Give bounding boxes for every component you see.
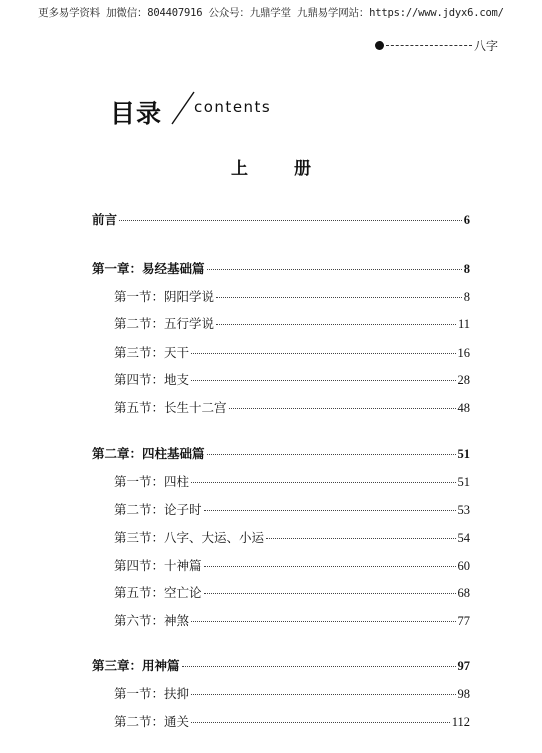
dot-leader — [191, 353, 455, 354]
dot-leader — [266, 538, 455, 539]
dot-leader — [191, 621, 455, 622]
toc-entry-title: 第四节：地支 — [114, 372, 190, 387]
toc-page-number: 77 — [457, 614, 470, 628]
toc-entry-title: 第二节：论子时 — [114, 502, 202, 517]
dot-leader — [191, 482, 455, 483]
dot-leader — [207, 454, 456, 455]
toc-page-number: 16 — [457, 346, 470, 360]
toc-page-number: 97 — [457, 659, 470, 673]
toc-page-number: 8 — [463, 290, 470, 304]
toc-entry-title: 第二章：四柱基础篇 — [92, 446, 205, 461]
toc-entry-title: 第六节：神煞 — [114, 613, 190, 628]
toc-entry-title: 第二节：通关 — [114, 714, 190, 729]
toc-page-number: 28 — [457, 373, 470, 387]
toc-section-row[interactable] — [114, 370, 470, 388]
toc-section-row[interactable] — [114, 556, 470, 574]
dot-leader — [204, 510, 456, 511]
toc-entry-title: 第五节：长生十二宫 — [114, 400, 227, 415]
toc-section-row[interactable] — [114, 343, 470, 361]
dot-leader — [204, 593, 456, 594]
toc-page-number: 8 — [463, 262, 470, 276]
toc-entry-title: 第五节：空亡论 — [114, 585, 202, 600]
running-head-rule — [386, 45, 472, 46]
toc-page-number: 54 — [457, 531, 470, 545]
header-banner: 更多易学资料 加微信：804407916 公众号：九鼎学堂 九鼎易学网站：https://www.jdyx6.com/ — [38, 7, 504, 19]
toc-section-row[interactable] — [114, 583, 470, 601]
toc-chapter-row[interactable] — [92, 210, 470, 228]
toc-page-number: 48 — [457, 401, 470, 415]
toc-entry-title: 第一节：扶抑 — [114, 686, 190, 701]
toc-section-row[interactable] — [114, 528, 470, 546]
logo-chinese-text: 目录 — [110, 99, 163, 128]
logo-english-text: contents — [194, 98, 272, 116]
toc-section-row[interactable] — [114, 398, 470, 416]
toc-section-row[interactable] — [114, 712, 470, 730]
toc-entry-title: 前言 — [92, 212, 118, 227]
toc-page-number: 68 — [457, 586, 470, 600]
toc-section-row[interactable] — [114, 314, 470, 332]
toc-page-number: 60 — [457, 559, 470, 573]
contents-logo — [108, 86, 298, 130]
dot-leader — [191, 722, 450, 723]
toc-section-row[interactable] — [114, 500, 470, 518]
toc-page-number: 53 — [457, 503, 470, 517]
toc-page-number: 112 — [451, 715, 470, 729]
toc-chapter-row[interactable] — [92, 444, 470, 462]
toc-entry-title: 第一节：四柱 — [114, 474, 190, 489]
dot-leader — [191, 694, 455, 695]
toc-entry-title: 第一节：阴阳学说 — [114, 289, 215, 304]
toc-section-row[interactable] — [114, 611, 470, 629]
toc-chapter-row[interactable] — [92, 656, 470, 674]
toc-page-number: 51 — [457, 475, 470, 489]
dot-leader — [204, 566, 456, 567]
toc-entry-title: 第三章：用神篇 — [92, 658, 180, 673]
volume-title: 上 册 — [231, 159, 331, 179]
toc-entry-title: 第二节：五行学说 — [114, 316, 215, 331]
toc-page-number: 11 — [457, 317, 470, 331]
dot-leader — [207, 269, 462, 270]
toc-section-row[interactable] — [114, 472, 470, 490]
toc-entry-title: 第一章：易经基础篇 — [92, 261, 205, 276]
dot-leader — [182, 666, 456, 667]
running-head-text: 八字 — [473, 39, 498, 53]
toc-chapter-row[interactable] — [92, 259, 470, 277]
toc-section-row[interactable] — [114, 684, 470, 702]
dot-leader — [119, 220, 462, 221]
bullet-dot-icon — [375, 41, 384, 50]
toc-page-number: 98 — [457, 687, 470, 701]
running-head — [375, 37, 498, 54]
toc-section-row[interactable] — [114, 287, 470, 305]
toc-page-number: 51 — [457, 447, 470, 461]
dot-leader — [216, 297, 462, 298]
toc-page-number: 6 — [463, 213, 470, 227]
dot-leader — [216, 324, 456, 325]
toc-entry-title: 第三节：天干 — [114, 345, 190, 360]
dot-leader — [229, 408, 456, 409]
toc-entry-title: 第三节：八字、大运、小运 — [114, 530, 265, 545]
dot-leader — [191, 380, 455, 381]
toc-entry-title: 第四节：十神篇 — [114, 558, 202, 573]
